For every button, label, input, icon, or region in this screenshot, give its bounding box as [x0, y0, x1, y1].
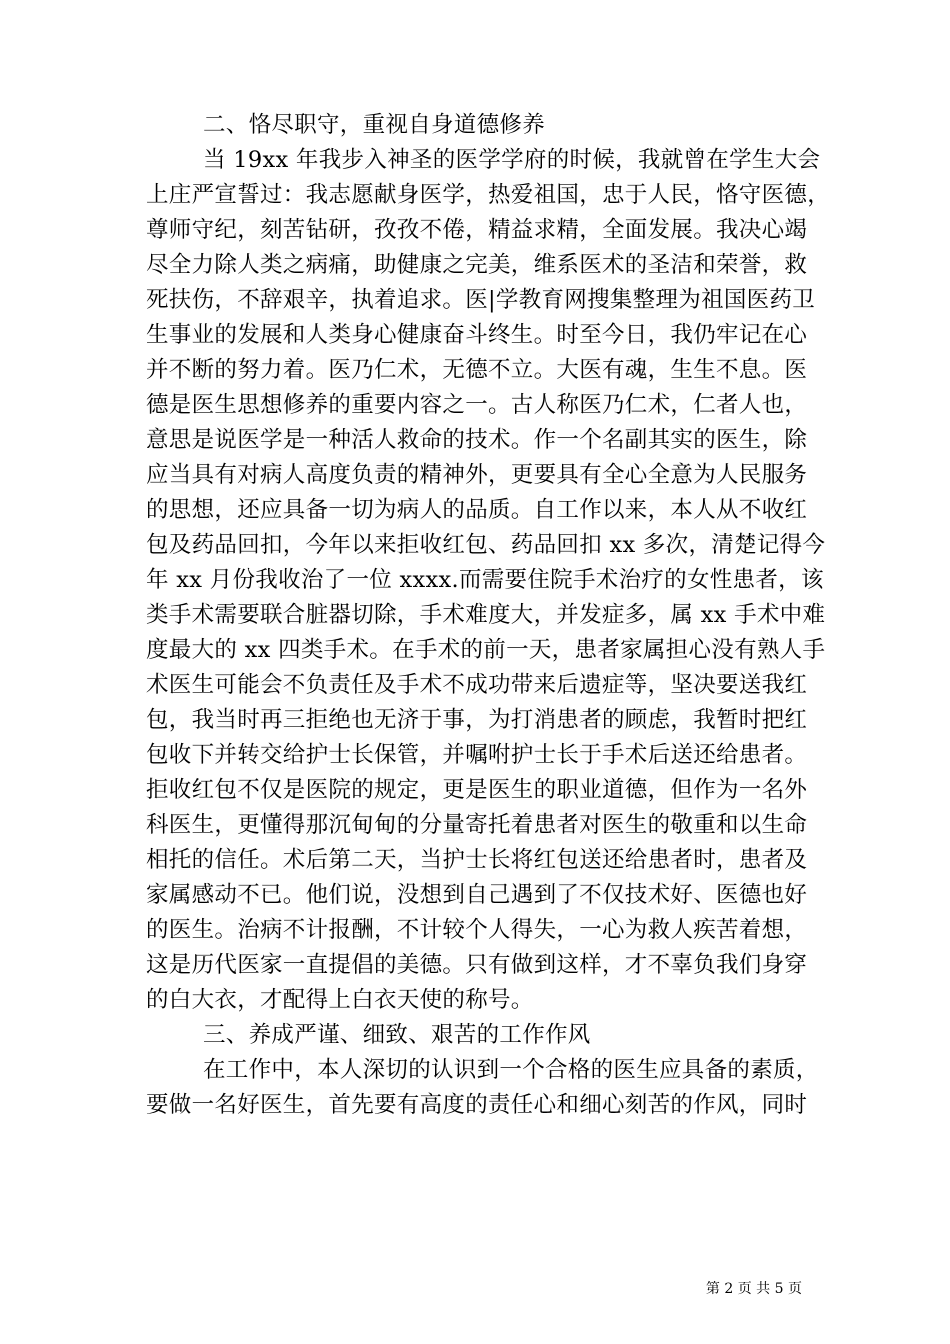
- text-line: 包收下并转交给护士长保管，并嘱咐护士长于手术后送还给患者。: [146, 742, 808, 768]
- text-line: 的白大衣，才配得上白衣天使的称号。: [146, 987, 534, 1013]
- text-line: 家属感动不已。他们说，没想到自己遇到了不仅技术好、医德也好: [146, 882, 808, 908]
- text-line: 的思想，还应具备一切为病人的品质。自工作以来，本人从不收红: [146, 497, 808, 523]
- document-body: [146, 108, 831, 1123]
- text-line: 尽全力除人类之病痛，助健康之完美，维系医术的圣洁和荣誉，救: [146, 252, 808, 278]
- text-line: 术医生可能会不负责任及手术不成功带来后遗症等，坚决要送我红: [146, 672, 808, 698]
- text-line: 这是历代医家一直提倡的美德。只有做到这样，才不辜负我们身穿: [146, 952, 808, 978]
- text-line: 当 19xx 年我步入神圣的医学学府的时候，我就曾在学生大会: [203, 147, 821, 173]
- text-line: 德是医生思想修养的重要内容之一。古人称医乃仁术，仁者人也，: [146, 392, 808, 418]
- text-line: 包，我当时再三拒绝也无济于事，为打消患者的顾虑，我暂时把红: [146, 707, 808, 733]
- text-line: 上庄严宣誓过：我志愿献身医学，热爱祖国，忠于人民，恪守医德，: [146, 182, 831, 208]
- text-line: 尊师守纪，刻苦钻研，孜孜不倦，精益求精，全面发展。我决心竭: [146, 217, 808, 243]
- text-line: 死扶伤，不辞艰辛，执着追求。医|学教育网搜集整理为祖国医药卫: [146, 287, 816, 313]
- text-line: 科医生，更懂得那沉甸甸的分量寄托着患者对医生的敬重和以生命: [146, 812, 808, 838]
- text-line: 拒收红包不仅是医院的规定，更是医生的职业道德，但作为一名外: [146, 777, 808, 803]
- text-line: 二、恪尽职守，重视自身道德修养: [203, 112, 546, 138]
- text-line: 相托的信任。术后第二天，当护士长将红包送还给患者时，患者及: [146, 847, 808, 873]
- text-line: 应当具有对病人高度负责的精神外，更要具有全心全意为人民服务: [146, 462, 808, 488]
- page-number-footer: 第 2 页 共 5 页: [705, 1281, 802, 1297]
- text-line: 包及药品回扣，今年以来拒收红包、药品回扣 xx 多次，清楚记得今: [146, 532, 826, 558]
- text-line: 要做一名好医生，首先要有高度的责任心和细心刻苦的作风，同时: [146, 1092, 808, 1118]
- text-line: 并不断的努力着。医乃仁术，无德不立。大医有魂，生生不息。医: [146, 357, 808, 383]
- text-line: 生事业的发展和人类身心健康奋斗终生。时至今日，我仍牢记在心: [146, 322, 808, 348]
- text-line: 度最大的 xx 四类手术。在手术的前一天，患者家属担心没有熟人手: [146, 637, 826, 663]
- text-line: 在工作中，本人深切的认识到一个合格的医生应具备的素质，: [203, 1057, 819, 1083]
- text-line: 三、养成严谨、细致、艰苦的工作作风: [203, 1022, 591, 1048]
- text-line: 年 xx 月份我收治了一位 xxxx.而需要住院手术治疗的女性患者，该: [146, 567, 824, 593]
- text-line: 意思是说医学是一种活人救命的技术。作一个名副其实的医生，除: [146, 427, 808, 453]
- text-line: 类手术需要联合脏器切除，手术难度大，并发症多，属 xx 手术中难: [146, 602, 826, 628]
- text-line: 的医生。治病不计报酬，不计较个人得失，一心为救人疾苦着想，: [146, 917, 808, 943]
